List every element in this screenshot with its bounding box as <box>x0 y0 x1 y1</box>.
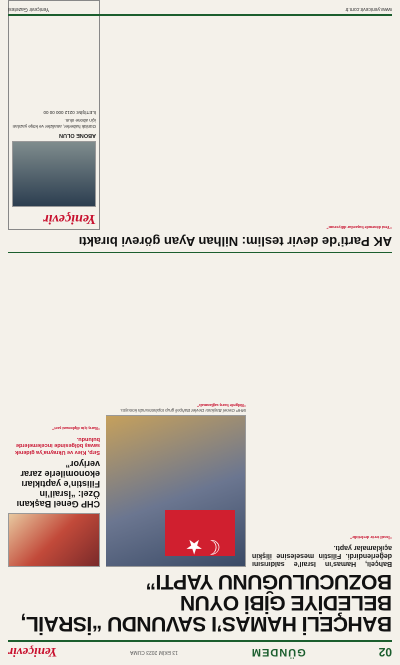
ad-portrait <box>12 141 96 207</box>
side-highlight: “Barış için diplomasi şart” <box>52 426 100 432</box>
second-column-2 <box>203 0 294 230</box>
second-column-1 <box>301 0 392 230</box>
highlight-quote-1: “İsrail terör devletidir” <box>349 535 392 540</box>
side-column <box>8 257 100 432</box>
second-column-3 <box>106 0 197 230</box>
side-story <box>8 257 100 567</box>
story-lead: Bahçeli, Hamas’ın İsrail’e saldırısını değerlendirdi. Filistin meselesine ilişkin açıklamalar yaptı. <box>252 544 392 567</box>
main-photo <box>106 415 246 567</box>
ad-title: ABONE OLUN <box>59 132 97 138</box>
section-divider <box>8 252 392 253</box>
ad-contact: İLETİŞİM: 0212 000 00 00 <box>43 110 97 115</box>
brand-logo: Yeniçevir <box>8 645 58 660</box>
section-title: GÜNDEM <box>250 646 306 658</box>
side-headline: CHP Genel Başkanı Özel: “İsrail’in Filistin’e yaptıkları ekonomilerle zarar veriyor” <box>16 459 100 509</box>
footer-right: Yeniçevir Gazetesi <box>8 6 50 12</box>
side-lead: Sırp, Kiev ve Ukrayna’ya giderek savaş bölgesinde incelemelerde bulundu. <box>15 436 100 455</box>
dateline: 13 EKİM 2023 CUMA <box>130 649 178 655</box>
main-headline: BAHÇELİ HAMAS’I SAVUNDU “İSRAİL, BELEDİYE GİBİ OYUN BOZUCULUĞUNU YAPTI” <box>21 570 392 635</box>
page-footer <box>8 6 392 16</box>
header-bar <box>8 640 392 659</box>
story-column-2 <box>106 257 246 567</box>
turkish-flag-icon <box>165 510 235 556</box>
footer-left: www.yenicevir.com.tr <box>345 6 392 12</box>
story-column-1 <box>252 257 392 567</box>
ad-logo: Yeniçevir <box>43 211 97 226</box>
second-headline: AK Parti’de devir teslim: Nilhan Ayan görevi bıraktı <box>78 234 392 249</box>
side-photo <box>8 513 100 567</box>
subscription-ad[interactable] <box>8 0 100 230</box>
page-number: 02 <box>378 645 392 659</box>
highlight-quote-2: “Bölgede barış sağlanmalı” <box>197 403 246 408</box>
main-story-row <box>8 257 392 567</box>
second-highlight: “Yeni dönemde başarılar diliyorum” <box>326 225 392 230</box>
ad-text: Günlük haberler, analizler ve köşe yazıları için abone olun. <box>12 118 97 129</box>
second-story-row <box>8 0 392 230</box>
photo-caption: MHP Genel Başkanı Devlet Bahçeli grup toplantısında konuştu. <box>119 408 246 413</box>
